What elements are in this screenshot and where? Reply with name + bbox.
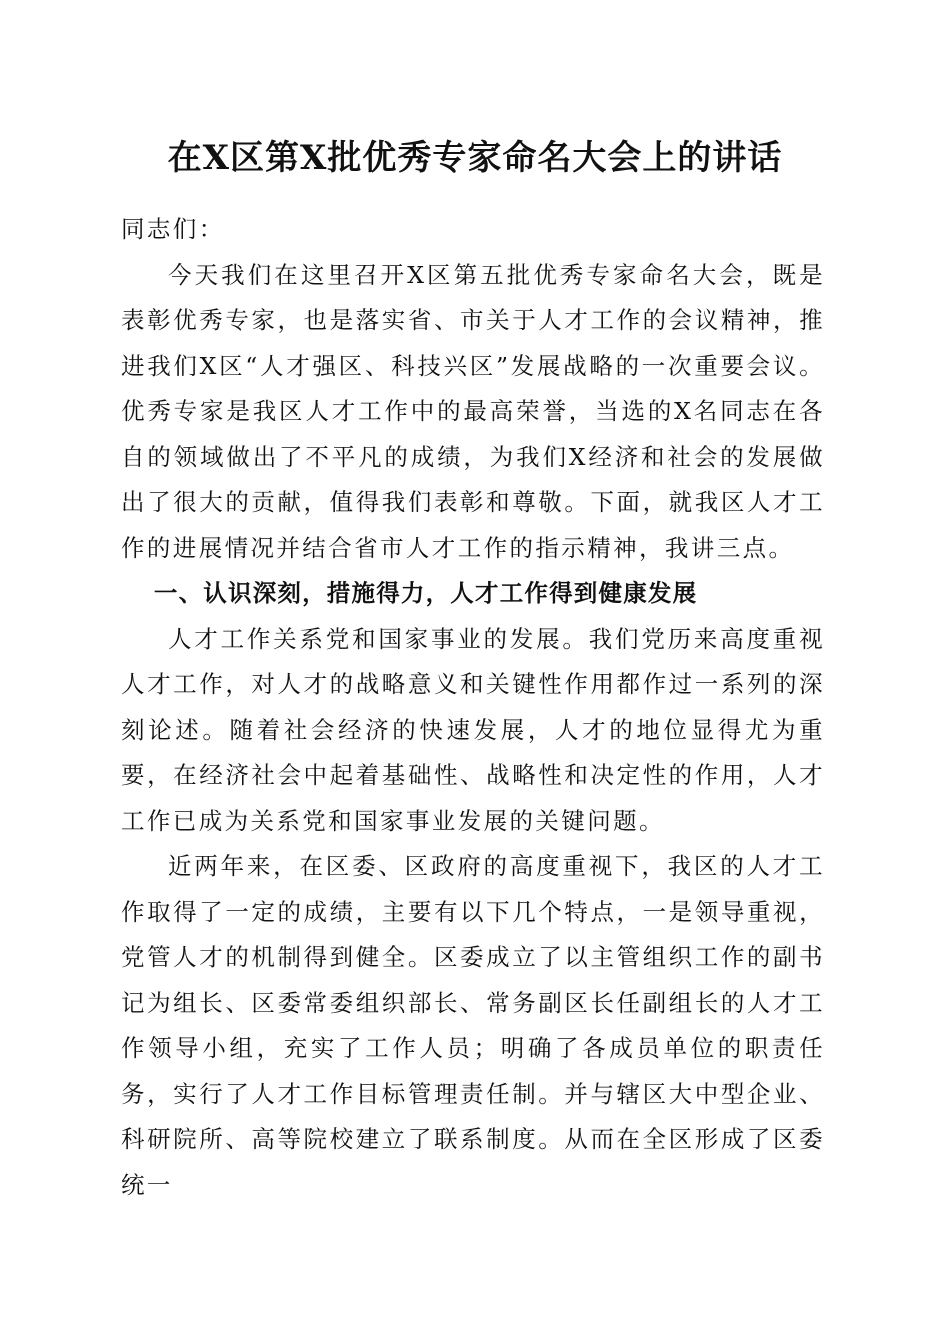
paragraph-section1-1: 人才工作关系党和国家事业的发展。我们党历来高度重视人才工作，对人才的战略意义和关键性作用都作过一系列的深刻论述。随着社会经济的快速发展，人才的地位显得尤为重要，在经济社会中起着基础性、战略性和决定性的作用，人才工作已成为关系党和国家事业发展的关键问题。 bbox=[121, 624, 825, 835]
paragraph-intro: 今天我们在这里召开X区第五批优秀专家命名大会，既是表彰优秀专家，也是落实省、市关于人才工作的会议精神，推进我们X区“人才强区、科技兴区”发展战略的一次重要会议。优秀专家是我区人才工作中的最高荣誉，当选的X名同志在各自的领域做出了不平凡的成绩，为我们X经济和社会的发展做出了很大的贡献，值得我们表彰和尊敬。下面，就我区人才工作的进展情况并结合省市人才工作的指示精神，我讲三点。 bbox=[121, 260, 825, 562]
salutation: 同志们： bbox=[121, 215, 225, 243]
document-body bbox=[121, 207, 825, 1208]
document-title: 在X区第X批优秀专家命名大会上的讲话 bbox=[167, 138, 783, 178]
paragraph-section1-2: 近两年来，在区委、区政府的高度重视下，我区的人才工作取得了一定的成绩，主要有以下几个特点，一是领导重视，党管人才的机制得到健全。区委成立了以主管组织工作的副书记为组长、区委常委组织部长、常务副区长任副组长的人才工作领导小组，充实了工作人员；明确了各成员单位的职责任务，实行了人才工作目标管理责任制。并与辖区大中型企业、科研院所、高等院校建立了联系制度。从而在全区形成了区委统一 bbox=[121, 852, 825, 1199]
section-heading-1: 一、认识深刻，措施得力，人才工作得到健康发展 bbox=[153, 579, 698, 607]
